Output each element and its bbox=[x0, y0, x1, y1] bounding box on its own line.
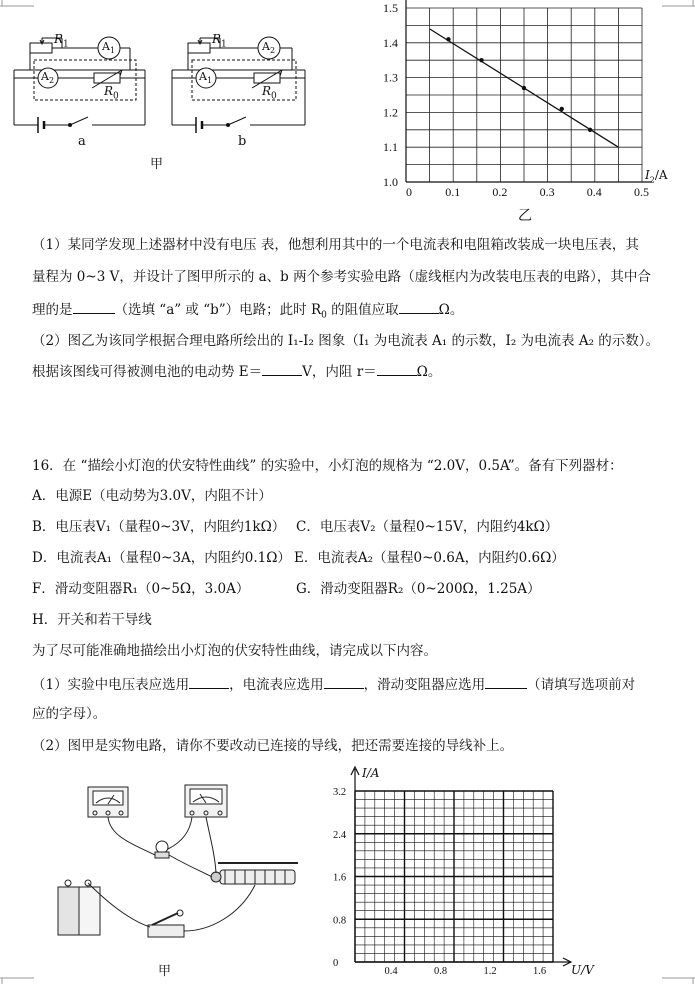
q16-line-1: 16．在 “描绘小灯泡的伏安特性曲线” 的实验中，小灯泡的规格为 “2.0V，0.5A”。备有下列器材： bbox=[32, 458, 623, 474]
sub1-line-1: （1）实验中电压表应选用 ，电流表应选用 ，滑动变阻器应选用 （请填写选项前对 bbox=[32, 677, 636, 693]
option-a: A．电源E（电动势为3.0V，内阻不计） bbox=[32, 488, 272, 504]
graph-iu-xlabel: U/V bbox=[571, 963, 594, 977]
label-r1-b: $R_1$ bbox=[212, 32, 227, 50]
y-tick-label: 2.4 bbox=[333, 829, 347, 841]
x-tick-label: 0 bbox=[406, 185, 412, 199]
x-tick-label: 1.2 bbox=[483, 966, 497, 977]
x-tick-label: 0.2 bbox=[492, 185, 508, 199]
option-b: B．电压表V₁（量程0~3V，内阻约1kΩ） bbox=[32, 519, 286, 535]
label-ammeter-a2-a: $A_2$ bbox=[41, 70, 55, 86]
wire-2 bbox=[168, 817, 192, 849]
y-tick-label: 1.2 bbox=[383, 105, 398, 120]
blank-internal-resistance[interactable] bbox=[377, 362, 417, 376]
circuit-b bbox=[172, 37, 305, 133]
y-tick-label: 3.2 bbox=[333, 787, 347, 798]
x-tick-label: 0.8 bbox=[434, 966, 448, 977]
intro-line: 为了尽可能准确地描绘出小灯泡的伏安特性曲线，请完成以下内容。 bbox=[32, 643, 437, 659]
caption-jia-bottom: 甲 bbox=[158, 964, 172, 979]
x-tick-label: 1.6 bbox=[533, 966, 547, 977]
wire-3 bbox=[206, 817, 216, 873]
y-tick-label: 0.8 bbox=[333, 915, 347, 927]
label-ammeter-a2-b: $A_2$ bbox=[262, 40, 276, 56]
data-point bbox=[479, 58, 483, 62]
option-d: D．电流表A₁（量程0~3A，内阻约0.1Ω） bbox=[32, 550, 291, 566]
lamp bbox=[155, 841, 169, 858]
wire-1 bbox=[108, 817, 155, 855]
label-r1-a: $R_1$ bbox=[54, 32, 69, 50]
x-tick-label: 0.4 bbox=[384, 966, 398, 977]
data-point bbox=[588, 128, 592, 132]
x-tick-label: 0.4 bbox=[586, 185, 602, 199]
y-tick-label: 1.4 bbox=[383, 35, 398, 50]
graph-iu-ylabel: I/A bbox=[362, 766, 380, 780]
blank-emf[interactable] bbox=[262, 362, 302, 376]
blank-voltmeter-choice[interactable] bbox=[189, 675, 229, 689]
wire-4 bbox=[169, 855, 212, 877]
apparatus-illustration bbox=[40, 775, 310, 965]
caption-b: b bbox=[238, 134, 247, 149]
q1-line-1: （1）某同学发现上述器材中没有电压 表，他想利用其中的一个电流表和电阻箱改装成一块电压表，其 bbox=[32, 237, 639, 253]
blank-rheostat-choice[interactable] bbox=[485, 675, 527, 689]
data-point bbox=[560, 107, 564, 111]
label-ammeter-a1-a: $A_1$ bbox=[102, 40, 116, 56]
option-f: F．滑动变阻器R₁（0~5Ω，3.0A） bbox=[32, 581, 250, 597]
rheostat bbox=[211, 863, 298, 884]
caption-a: a bbox=[78, 134, 86, 149]
caption-jia-top: 甲 bbox=[150, 157, 164, 172]
graph-i1-i2 bbox=[370, 0, 670, 205]
x-tick-label: 0.5 bbox=[634, 185, 649, 199]
caption-yi: 乙 bbox=[518, 208, 532, 224]
y-tick-label: 1.5 bbox=[383, 1, 398, 15]
y-tick-label: 1.0 bbox=[383, 175, 398, 189]
meter-right bbox=[185, 785, 227, 817]
sub2-line: （2）图甲是实物电路，请你不要改动已连接的导线，把还需要连接的导线补上。 bbox=[32, 738, 514, 754]
y-tick-label: 1.3 bbox=[383, 70, 398, 85]
q1-line-2: 量程为 0~3 V，并设计了图甲所示的 a、b 两个参考实验电路（虚线框内为改装电压表的电路），其中合 bbox=[32, 269, 651, 285]
graph-yi-xlabel: $I_2/A$ bbox=[645, 168, 668, 185]
x-tick-label: 0.3 bbox=[539, 185, 555, 199]
option-c: C．电压表V₂（量程0~15V，内阻约4kΩ） bbox=[296, 519, 559, 535]
meter-left bbox=[88, 787, 128, 817]
circuit-a bbox=[14, 37, 145, 133]
data-point bbox=[522, 86, 526, 90]
option-g: G．滑动变阻器R₂（0~200Ω，1.25A） bbox=[296, 581, 541, 597]
x-tick-label: 0.1 bbox=[445, 185, 461, 199]
y-tick-label: 1.1 bbox=[383, 140, 398, 155]
q1-line-3: 理的是 （选填 “a” 或 “b”）电路；此时 $R_0$ 的阻值应取 Ω。 bbox=[32, 302, 464, 321]
option-e: E．电流表A₂（量程0~0.6A，内阻约0.6Ω） bbox=[294, 550, 565, 566]
y-tick-label: 0 bbox=[333, 958, 339, 969]
blank-ammeter-choice[interactable] bbox=[324, 675, 364, 689]
label-r0-b: $R_0$ bbox=[262, 84, 277, 102]
graph-i-u bbox=[325, 765, 595, 980]
sub1-line-2: 应的字母）。 bbox=[32, 706, 107, 722]
q2-line-1: （2）图乙为该同学根据合理电路所绘出的 I₁-I₂ 图象（I₁ 为电流表 A₁ 的示数，I₂ 为电流表 A₂ 的示数）。 bbox=[32, 333, 660, 349]
data-point bbox=[446, 37, 450, 41]
blank-circuit-choice[interactable] bbox=[73, 300, 115, 314]
circuit-diagrams bbox=[0, 20, 330, 170]
q2-line-2: 根据该图线可得被测电池的电动势 E＝ V，内阻 r＝ Ω。 bbox=[32, 364, 442, 380]
wire-6 bbox=[184, 885, 255, 931]
option-h: H．开关和若干导线 bbox=[32, 612, 152, 628]
label-r0-a: $R_0$ bbox=[104, 84, 119, 102]
blank-r0-value[interactable] bbox=[399, 300, 439, 314]
label-ammeter-a1-b: $A_1$ bbox=[199, 70, 213, 86]
switch bbox=[148, 910, 184, 937]
y-tick-label: 1.6 bbox=[333, 872, 347, 884]
